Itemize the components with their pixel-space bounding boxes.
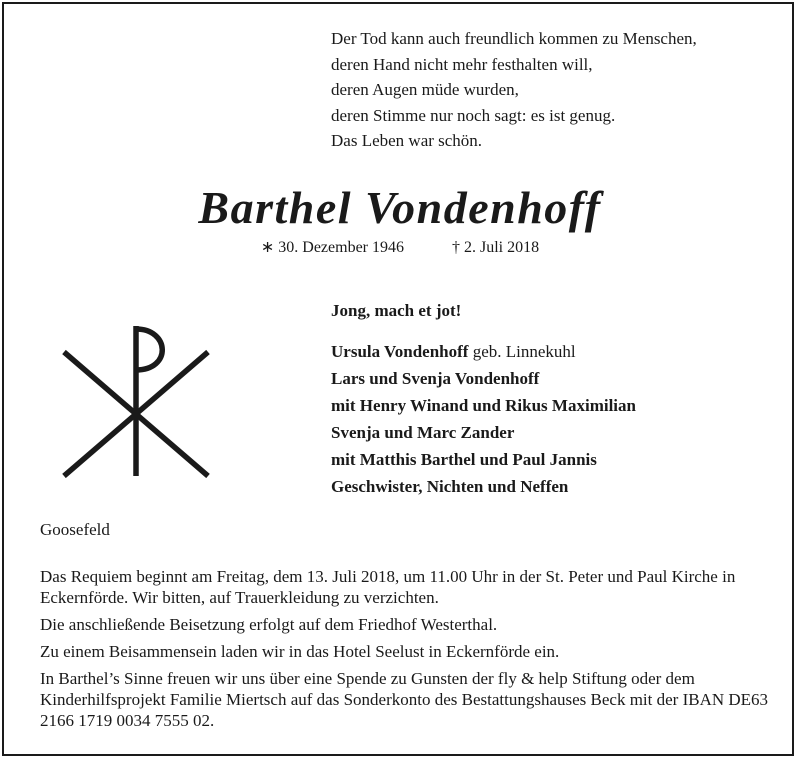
mourner-line: Geschwister, Nichten und Neffen	[331, 477, 569, 496]
poem-line: Der Tod kann auch freundlich kommen zu Menschen,	[331, 29, 697, 48]
mourner-line: Lars und Svenja Vondenhoff	[331, 369, 540, 388]
motto: Jong, mach et jot!	[331, 301, 462, 320]
paragraph: Zu einem Beisammensein laden wir in das Hotel Seelust in Eckernförde ein.	[40, 642, 560, 661]
mourner-line: Svenja und Marc Zander	[331, 423, 515, 442]
service-details	[40, 566, 770, 737]
poem-line: deren Augen müde wurden,	[331, 80, 519, 99]
poem-line: deren Hand nicht mehr festhalten will,	[331, 54, 593, 74]
life-dates	[0, 236, 800, 260]
death-date: † 2. Juli 2018	[452, 239, 540, 256]
poem	[331, 26, 791, 154]
birth-date: ∗ 30. Dezember 1946	[260, 239, 404, 256]
poem-line: deren Stimme nur noch sagt: es ist genug.	[331, 105, 616, 125]
mourner-line	[331, 338, 791, 365]
maiden-name: geb. Linnekuhl	[472, 342, 576, 361]
chi-rho-icon	[60, 322, 212, 478]
mourner-name: Ursula Vondenhoff	[331, 342, 469, 361]
paragraph: Die anschließende Beisetzung erfolgt auf dem Friedhof Westerthal.	[40, 615, 498, 634]
paragraph: In Barthel’s Sinne freuen wir uns über eine Spende zu Gunsten der fly & help Stiftung oder dem Kinderhilfsprojekt Familie Miertsch auf das Sonderkonto des Bestattungshauses Beck mit der IBAN DE63 2166 1719 0034 7555 02.	[40, 669, 769, 730]
deceased-name: Barthel Vondenhoff	[198, 182, 602, 233]
mourner-line: mit Matthis Barthel und Paul Jannis	[331, 450, 597, 469]
poem-line: Das Leben war schön.	[331, 131, 483, 150]
paragraph: Das Requiem beginnt am Freitag, dem 13. Juli 2018, um 11.00 Uhr in der St. Peter und Paul Kirche in Eckernförde. Wir bitten, auf Trauerkleidung zu verzichten.	[40, 567, 736, 607]
mourners-block	[331, 298, 791, 500]
place-name: Goosefeld	[40, 520, 110, 539]
mourner-line: mit Henry Winand und Rikus Maximilian	[331, 396, 636, 415]
